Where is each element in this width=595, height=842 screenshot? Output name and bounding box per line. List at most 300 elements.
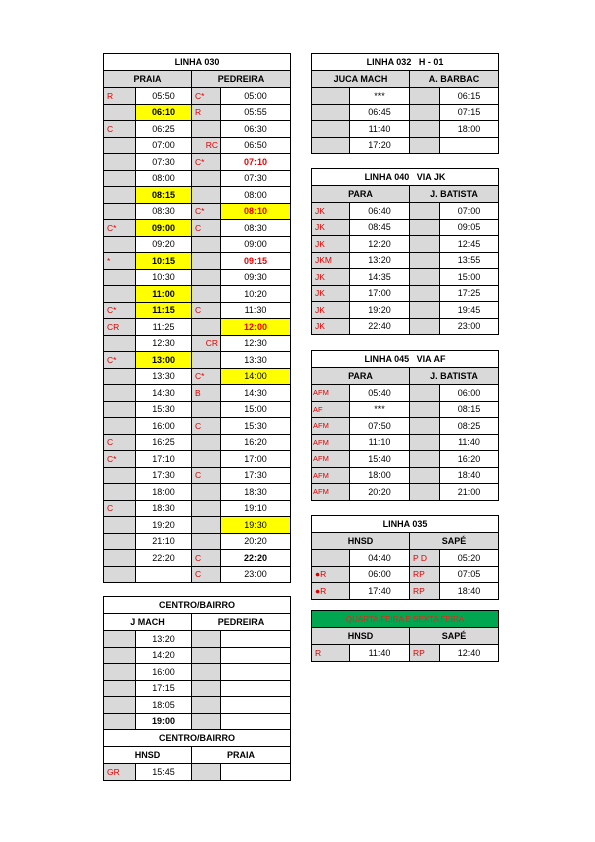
pedreira-code	[192, 631, 221, 648]
linha-035-row	[312, 583, 499, 600]
linha-045-row	[312, 451, 499, 468]
praia-code	[104, 286, 136, 303]
praia-code: *	[104, 253, 136, 270]
praia-code	[104, 550, 136, 567]
pedreira-time: 15:00	[221, 402, 291, 419]
linha-040-code-right	[410, 319, 440, 336]
linha-040-code-right	[410, 286, 440, 303]
linha-040-code-left: JK	[312, 220, 350, 237]
praia-time: 11:15	[136, 303, 192, 320]
linha-040-header-batista: J. BATISTA	[410, 186, 499, 203]
pedreira-code	[192, 121, 221, 138]
linha-040-row	[312, 286, 499, 303]
jmach-time: 17:15	[136, 681, 192, 698]
linha-030-row	[104, 385, 291, 402]
pedreira-time: 16:20	[221, 435, 291, 452]
praia-code	[104, 484, 136, 501]
pedreira-code: C*	[192, 154, 221, 171]
linha-045-time-left: 07:50	[350, 418, 410, 435]
linha-035-header-hnsd: HNSD	[312, 533, 410, 550]
linha-040-row	[312, 269, 499, 286]
praia-time: 22:20	[136, 550, 192, 567]
pedreira-time: 23:00	[221, 567, 291, 584]
praia-time: 08:15	[136, 187, 192, 204]
pedreira-time: 14:30	[221, 385, 291, 402]
quarta-sexta-title	[312, 611, 499, 628]
jmach-time: 18:05	[136, 697, 192, 714]
linha-040-code-left: JK	[312, 302, 350, 319]
praia-time	[221, 764, 291, 781]
linha-030-row	[104, 270, 291, 287]
linha-045-time-right: 11:40	[440, 435, 499, 452]
linha-032-code-right	[410, 105, 440, 122]
linha-030-row	[104, 253, 291, 270]
linha-032-header-juca: JUCA MACH	[312, 71, 410, 88]
jmach-time: 19:00	[136, 714, 192, 731]
linha-045-time-left: 11:10	[350, 435, 410, 452]
linha-030-row	[104, 352, 291, 369]
linha-045-row	[312, 418, 499, 435]
jmach-code	[104, 631, 136, 648]
praia-time: 19:20	[136, 517, 192, 534]
linha-035-code-left: ●R	[312, 567, 350, 584]
praia-time: 13:00	[136, 352, 192, 369]
praia-time: 14:30	[136, 385, 192, 402]
praia-code: C*	[104, 451, 136, 468]
linha-030-header-pedreira: PEDREIRA	[192, 71, 291, 88]
linha-045-header-para: PARA	[312, 368, 410, 385]
linha-035-header-sape: SAPÉ	[410, 533, 499, 550]
linha-040-table	[311, 168, 499, 335]
praia-time: 15:30	[136, 402, 192, 419]
linha-045-code-right	[410, 451, 440, 468]
linha-032-code-left	[312, 121, 350, 138]
praia-code	[104, 418, 136, 435]
jmach-code	[104, 714, 136, 731]
praia-code: CR	[104, 319, 136, 336]
linha-040-code-right	[410, 253, 440, 270]
pedreira-code: C	[192, 468, 221, 485]
linha-040-code-left: JK	[312, 319, 350, 336]
pedreira-time: 12:30	[221, 336, 291, 353]
linha-040-code-right	[410, 236, 440, 253]
linha-040-time-left: 22:40	[350, 319, 410, 336]
linha-040-time-right: 15:00	[440, 269, 499, 286]
linha-032-time-right: 18:00	[440, 121, 499, 138]
quarta-header-sape: SAPÉ	[410, 628, 499, 645]
pedreira-code	[192, 435, 221, 452]
linha-032-row	[312, 105, 499, 122]
pedreira-code: C	[192, 220, 221, 237]
linha-045-code-left: AF	[312, 402, 350, 419]
linha-045-time-left: 05:40	[350, 385, 410, 402]
linha-040-code-left: JK	[312, 203, 350, 220]
linha-030-row	[104, 204, 291, 221]
praia-time: 18:00	[136, 484, 192, 501]
linha-045-code-right	[410, 484, 440, 501]
linha-045-code-left: AFM	[312, 385, 350, 402]
pedreira-code: C	[192, 567, 221, 584]
pedreira-time: 18:30	[221, 484, 291, 501]
linha-030-row	[104, 171, 291, 188]
pedreira-code	[192, 534, 221, 551]
pedreira-time: 12:00	[221, 319, 291, 336]
linha-030-row	[104, 303, 291, 320]
jmach-code	[104, 664, 136, 681]
praia-code	[104, 171, 136, 188]
linha-035-code-right: P D	[410, 550, 440, 567]
praia-time: 16:25	[136, 435, 192, 452]
linha-035-time-left: 04:40	[350, 550, 410, 567]
linha-032-time-right: 07:15	[440, 105, 499, 122]
pedreira-time: 20:20	[221, 534, 291, 551]
linha-040-code-left: JK	[312, 286, 350, 303]
praia-time: 10:30	[136, 270, 192, 287]
pedreira-time: 19:30	[221, 517, 291, 534]
linha-040-time-left: 08:45	[350, 220, 410, 237]
praia-time: 07:30	[136, 154, 192, 171]
linha-030-row	[104, 336, 291, 353]
linha-040-time-right: 19:45	[440, 302, 499, 319]
praia-time: 08:00	[136, 171, 192, 188]
quarta-code-left: R	[312, 645, 350, 662]
linha-045-time-left: ***	[350, 402, 410, 419]
linha-035-time-right: 07:05	[440, 567, 499, 584]
praia-time: 13:30	[136, 369, 192, 386]
praia-time: 08:30	[136, 204, 192, 221]
jmach-code	[104, 697, 136, 714]
praia-code	[104, 468, 136, 485]
pedreira-time	[221, 664, 291, 681]
linha-032-code-right	[410, 88, 440, 105]
linha-032-code-left	[312, 88, 350, 105]
linha-030-row	[104, 105, 291, 122]
linha-040-time-left: 17:00	[350, 286, 410, 303]
linha-045-time-left: 15:40	[350, 451, 410, 468]
jmach-code	[104, 681, 136, 698]
linha-032-time-left: 11:40	[350, 121, 410, 138]
centro-row	[104, 697, 291, 714]
quarta-code-right: RP	[410, 645, 440, 662]
linha-035-row	[312, 567, 499, 584]
linha-040-row	[312, 220, 499, 237]
quarta-row	[312, 645, 499, 662]
pedreira-time: 07:10	[221, 154, 291, 171]
pedreira-time: 11:30	[221, 303, 291, 320]
pedreira-code	[192, 484, 221, 501]
pedreira-code	[192, 319, 221, 336]
linha-040-row	[312, 302, 499, 319]
quarta-time-left: 11:40	[350, 645, 410, 662]
linha-035-time-right: 18:40	[440, 583, 499, 600]
linha-040-time-left: 12:20	[350, 236, 410, 253]
linha-045-time-right: 16:20	[440, 451, 499, 468]
praia-time: 09:00	[136, 220, 192, 237]
praia-code	[104, 138, 136, 155]
pedreira-time: 08:00	[221, 187, 291, 204]
praia-time: 16:00	[136, 418, 192, 435]
linha-030-row	[104, 286, 291, 303]
linha-030-row	[104, 451, 291, 468]
linha-030-row	[104, 138, 291, 155]
quarta-sexta-table	[311, 610, 499, 662]
pedreira-time: 09:00	[221, 237, 291, 254]
jmach-time: 14:20	[136, 648, 192, 665]
linha-045-row	[312, 468, 499, 485]
linha-045-time-left: 20:20	[350, 484, 410, 501]
pedreira-code	[192, 517, 221, 534]
linha-040-code-left: JK	[312, 236, 350, 253]
linha-045-code-right	[410, 435, 440, 452]
pedreira-code	[192, 352, 221, 369]
linha-045-code-left: AFM	[312, 435, 350, 452]
linha-045-code-right	[410, 402, 440, 419]
linha-035-code-right: RP	[410, 583, 440, 600]
linha-040-time-left: 06:40	[350, 203, 410, 220]
linha-032-row	[312, 121, 499, 138]
linha-035-title: LINHA 035	[312, 516, 499, 533]
pedreira-code	[192, 187, 221, 204]
linha-032-title: LINHA 032 H - 01	[312, 54, 499, 71]
linha-045-code-left: AFM	[312, 484, 350, 501]
pedreira-code	[192, 681, 221, 698]
praia-time: 10:15	[136, 253, 192, 270]
linha-035-table	[311, 515, 499, 600]
linha-045-header-batista: J. BATISTA	[410, 368, 499, 385]
linha-045-time-right: 21:00	[440, 484, 499, 501]
pedreira-time: 19:10	[221, 501, 291, 518]
linha-032-row	[312, 88, 499, 105]
linha-040-code-right	[410, 203, 440, 220]
linha-030-row	[104, 154, 291, 171]
pedreira-code	[192, 714, 221, 731]
linha-030-row	[104, 187, 291, 204]
praia-time: 18:30	[136, 501, 192, 518]
pedreira-code	[192, 451, 221, 468]
praia-time: 09:20	[136, 237, 192, 254]
centro-header-pedreira: PEDREIRA	[192, 614, 291, 631]
praia-time: 05:50	[136, 88, 192, 105]
pedreira-code: C	[192, 303, 221, 320]
linha-030-row	[104, 501, 291, 518]
linha-035-time-left: 06:00	[350, 567, 410, 584]
linha-032-time-right	[440, 138, 499, 155]
linha-035-time-right: 05:20	[440, 550, 499, 567]
centro-headers-row-2	[104, 747, 291, 764]
pedreira-code: C*	[192, 369, 221, 386]
linha-030-row	[104, 237, 291, 254]
pedreira-time	[221, 631, 291, 648]
jmach-code	[104, 648, 136, 665]
pedreira-code	[192, 648, 221, 665]
pedreira-time: 05:00	[221, 88, 291, 105]
linha-040-code-right	[410, 220, 440, 237]
centro-bairro-title-2: CENTRO/BAIRRO	[104, 730, 291, 747]
praia-time: 06:10	[136, 105, 192, 122]
praia-time: 12:30	[136, 336, 192, 353]
praia-time: 11:25	[136, 319, 192, 336]
praia-code	[104, 402, 136, 419]
centro-header-jmach: J MACH	[104, 614, 192, 631]
centro-row	[104, 714, 291, 731]
praia-time: 17:30	[136, 468, 192, 485]
pedreira-code	[192, 270, 221, 287]
praia-code	[104, 270, 136, 287]
praia-code	[104, 567, 136, 584]
linha-040-time-right: 17:25	[440, 286, 499, 303]
praia-time: 11:00	[136, 286, 192, 303]
linha-030-row	[104, 88, 291, 105]
linha-040-row	[312, 236, 499, 253]
centro-header-hnsd: HNSD	[104, 747, 192, 764]
linha-030-row	[104, 484, 291, 501]
linha-032-table	[311, 53, 499, 154]
pedreira-time: 10:20	[221, 286, 291, 303]
linha-040-code-left: JKM	[312, 253, 350, 270]
linha-045-row	[312, 484, 499, 501]
pedreira-time: 15:30	[221, 418, 291, 435]
pedreira-time: 06:30	[221, 121, 291, 138]
centro-header-praia: PRAIA	[192, 747, 291, 764]
praia-code: C	[104, 121, 136, 138]
centro-row	[104, 648, 291, 665]
linha-040-time-left: 14:35	[350, 269, 410, 286]
linha-045-time-right: 18:40	[440, 468, 499, 485]
quarta-header-hnsd: HNSD	[312, 628, 410, 645]
linha-030-row	[104, 550, 291, 567]
linha-040-time-right: 09:05	[440, 220, 499, 237]
hnsd-code: GR	[104, 764, 136, 781]
linha-040-row	[312, 203, 499, 220]
linha-030-row	[104, 435, 291, 452]
pedreira-code	[192, 286, 221, 303]
linha-045-time-right: 08:25	[440, 418, 499, 435]
centro-row-2	[104, 764, 291, 781]
linha-035-row	[312, 550, 499, 567]
praia-code	[104, 154, 136, 171]
centro-bairro-title: CENTRO/BAIRRO	[104, 597, 291, 614]
linha-045-code-left: AFM	[312, 418, 350, 435]
linha-030-row	[104, 319, 291, 336]
pedreira-code	[192, 664, 221, 681]
praia-code	[104, 534, 136, 551]
linha-045-title: LINHA 045 VIA AF	[312, 351, 499, 368]
pedreira-code: CR	[192, 336, 221, 353]
centro-row	[104, 631, 291, 648]
linha-035-time-left: 17:40	[350, 583, 410, 600]
linha-030-row	[104, 418, 291, 435]
linha-035-code-left	[312, 550, 350, 567]
pedreira-code: C	[192, 418, 221, 435]
praia-time: 07:00	[136, 138, 192, 155]
linha-045-row	[312, 435, 499, 452]
linha-032-header-barbac: A. BARBAC	[410, 71, 499, 88]
praia-code	[104, 385, 136, 402]
pedreira-time: 05:55	[221, 105, 291, 122]
linha-032-code-right	[410, 138, 440, 155]
linha-045-table	[311, 350, 499, 501]
linha-032-row	[312, 138, 499, 155]
linha-030-row	[104, 402, 291, 419]
linha-045-time-right: 08:15	[440, 402, 499, 419]
linha-030-table	[103, 53, 291, 583]
pedreira-code	[192, 253, 221, 270]
centro-subheader-row	[104, 730, 291, 747]
linha-040-title: LINHA 040 VIA JK	[312, 169, 499, 186]
linha-040-row	[312, 253, 499, 270]
pedreira-code: C*	[192, 204, 221, 221]
linha-040-code-right	[410, 269, 440, 286]
linha-045-row	[312, 402, 499, 419]
linha-040-code-right	[410, 302, 440, 319]
linha-032-code-left	[312, 138, 350, 155]
praia-time: 17:10	[136, 451, 192, 468]
pedreira-time: 13:30	[221, 352, 291, 369]
centro-row	[104, 681, 291, 698]
linha-030-row	[104, 220, 291, 237]
linha-032-time-right: 06:15	[440, 88, 499, 105]
linha-045-row	[312, 385, 499, 402]
linha-040-time-left: 19:20	[350, 302, 410, 319]
linha-030-header-praia: PRAIA	[104, 71, 192, 88]
praia-code	[192, 764, 221, 781]
praia-code: C	[104, 501, 136, 518]
pedreira-time	[221, 681, 291, 698]
pedreira-time: 08:30	[221, 220, 291, 237]
pedreira-time: 09:15	[221, 253, 291, 270]
praia-code: C*	[104, 352, 136, 369]
pedreira-time: 08:10	[221, 204, 291, 221]
praia-code	[104, 204, 136, 221]
praia-code	[104, 187, 136, 204]
linha-045-time-left: 18:00	[350, 468, 410, 485]
linha-045-code-left: AFM	[312, 451, 350, 468]
pedreira-time: 22:20	[221, 550, 291, 567]
jmach-time: 16:00	[136, 664, 192, 681]
praia-time: 06:25	[136, 121, 192, 138]
pedreira-code	[192, 402, 221, 419]
linha-030-row	[104, 567, 291, 584]
pedreira-code	[192, 501, 221, 518]
linha-040-time-right: 13:55	[440, 253, 499, 270]
pedreira-time	[221, 714, 291, 731]
praia-code	[104, 237, 136, 254]
centro-bairro-table	[103, 596, 291, 781]
pedreira-code: R	[192, 105, 221, 122]
linha-040-time-right: 12:45	[440, 236, 499, 253]
pedreira-code: C*	[192, 88, 221, 105]
linha-032-code-right	[410, 121, 440, 138]
linha-040-row	[312, 319, 499, 336]
linha-040-code-left: JK	[312, 269, 350, 286]
linha-045-code-right	[410, 385, 440, 402]
linha-040-time-right: 23:00	[440, 319, 499, 336]
praia-code: C*	[104, 220, 136, 237]
linha-045-code-left: AFM	[312, 468, 350, 485]
linha-035-code-right: RP	[410, 567, 440, 584]
pedreira-time: 07:30	[221, 171, 291, 188]
linha-045-time-right: 06:00	[440, 385, 499, 402]
pedreira-code: RC	[192, 138, 221, 155]
linha-032-time-left: 06:45	[350, 105, 410, 122]
hnsd-time: 15:45	[136, 764, 192, 781]
pedreira-time: 17:00	[221, 451, 291, 468]
praia-time	[136, 567, 192, 584]
praia-code: C	[104, 435, 136, 452]
quarta-sexta-title-text: QUARTA FEIRA E SEXTA FEIRA	[345, 614, 465, 624]
linha-030-row	[104, 517, 291, 534]
linha-032-code-left	[312, 105, 350, 122]
